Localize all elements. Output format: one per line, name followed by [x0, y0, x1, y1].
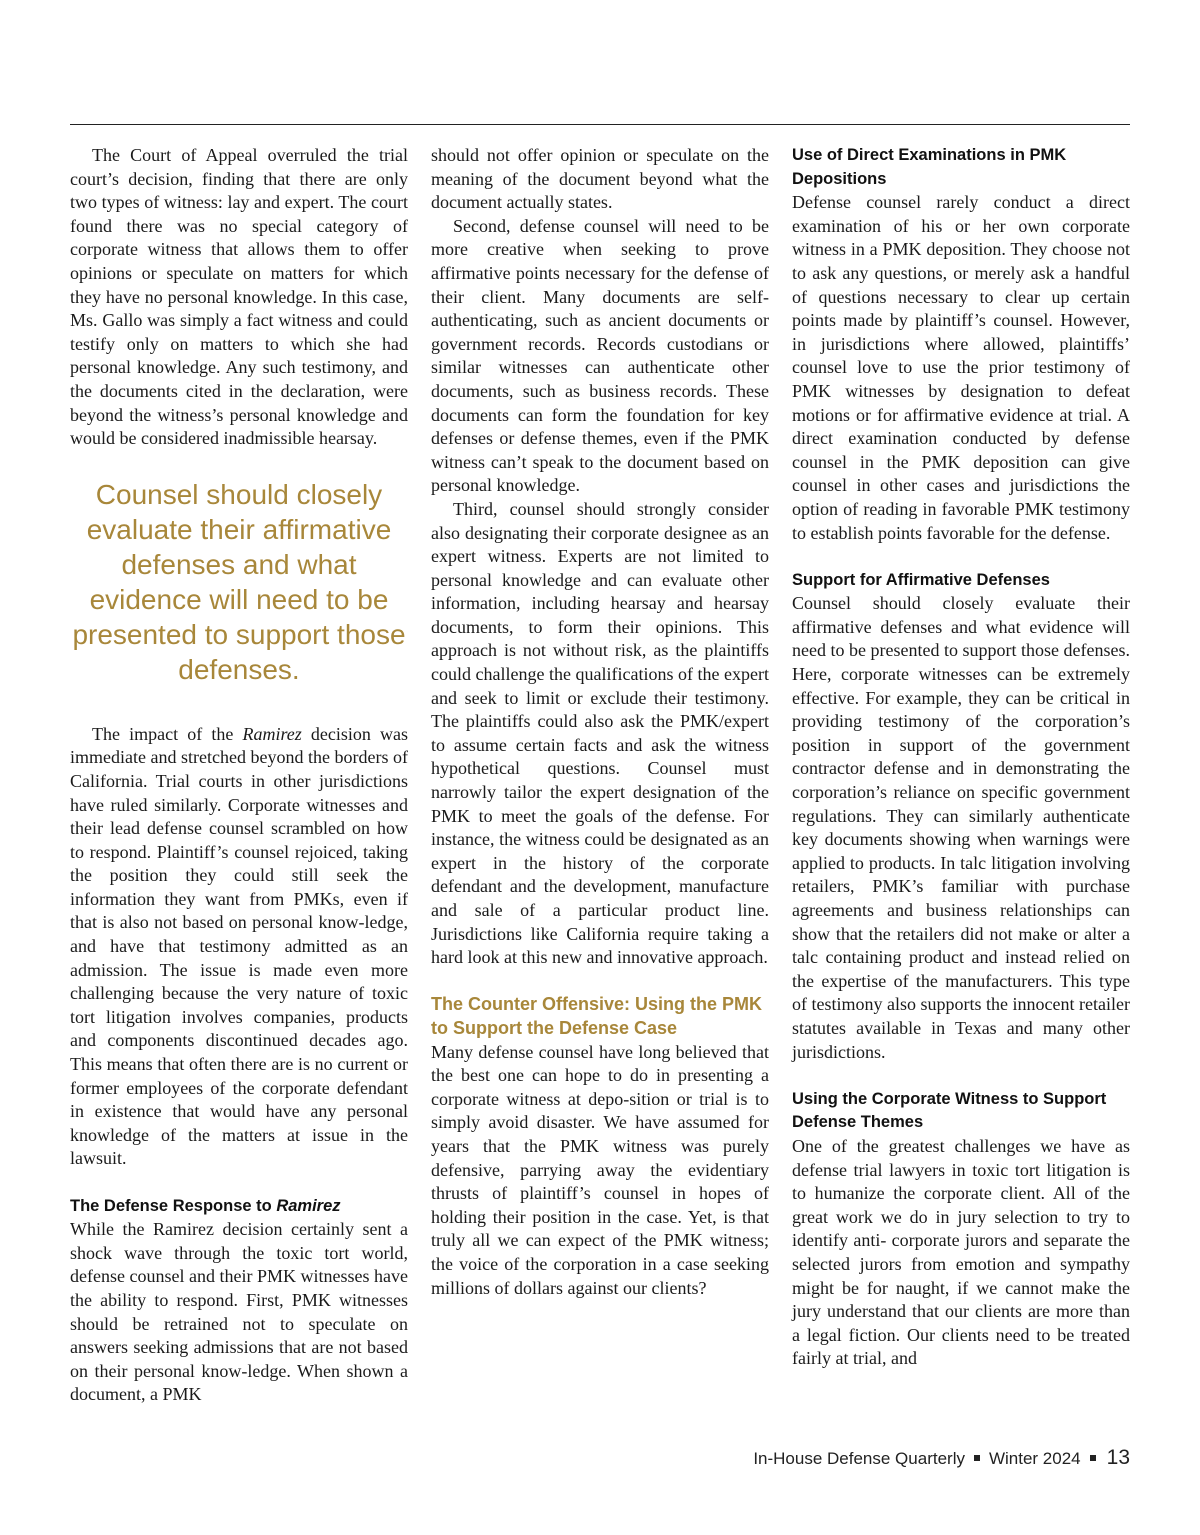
- header-rule: [70, 124, 1130, 125]
- paragraph: Third, counsel should strongly consider also designating their corporate designee as an expert witness. Experts are not limited to personal knowledge and can evaluate other information, including hearsay and hearsay documents, to form their opinions. This approach is not without risk, as the plaintiffs could challenge the qualifications of the expert and seek to limit or exclude their testimony. The plaintiffs could also ask the PMK/expert to assume certain facts and ask the witness hypothetical questions. Counsel must narrowly tailor the expert designation of the PMK to meet the goals of the defense. For instance, the witness could be designated as an expert in the history of the corporate defendant and the development, manufacture and sale of a particular product line. Jurisdictions like California require taking a hard look at this new and innovative approach.: [431, 498, 769, 968]
- paragraph: should not offer opinion or speculate on the meaning of the document beyond what the document actually states.: [431, 145, 769, 213]
- column-3: [792, 144, 1130, 1371]
- paragraph: Many defense counsel have long believed that the best one can hope to do in presenting a corporate witness at depo-sition or trial is to simply avoid disaster. We have assumed for years that the PMK witness was purely defensive, parrying away the evidentiary thrusts of plaintiff’s counsel in hopes of holding their position in the case. Yet, is that truly all we can expect of the PMK witness; the voice of the corporation in a case seeking millions of dollars against our clients?: [431, 1041, 769, 1298]
- publication-name: In-House Defense Quarterly: [753, 1449, 965, 1468]
- paragraph: One of the greatest challenges we have as defense trial lawyers in toxic tort litigation is to humanize the corporate client. All of the great work we do in jury selection to try to identify anti- corporate jurors and separate the selected jurors from emotion and sympathy might be for naught, if we cannot make the jury understand that our clients are more than a legal fiction. Our clients need to be treated fairly at trial, and: [792, 1135, 1130, 1369]
- column-2: [431, 144, 769, 1300]
- paragraph: Defense counsel rarely conduct a direct examination of his or her own corporate witness in a PMK deposition. They choose not to ask any questions, or merely ask a handful of questions necessary to clear up certain points made by plaintiff’s counsel. However, in jurisdictions where allowed, plaintiffs’ counsel love to use the prior testimony of PMK witnesses by designation to defeat motions or for affirmative evidence at trial. A direct examination conducted by defense counsel in the PMK deposition can give counsel in other cases and jurisdictions the option of reading in favorable PMK testimony to establish points favorable for the defense.: [792, 192, 1130, 543]
- bullet-separator: [1090, 1455, 1096, 1461]
- page-footer: [753, 1446, 1130, 1470]
- paragraph: While the Ramirez decision certainly sent a shock wave through the toxic tort world, defense counsel and their PMK witnesses have the ability to respond. First, PMK witnesses should be retrained not to speculate on answers seeking admissions that are not based on their personal know-ledge. When shown a document, a PMK: [70, 1219, 408, 1405]
- heading-case-name: Ramirez: [276, 1196, 341, 1215]
- section-heading: The Counter Offensive: Using the PMK to Support the Defense Case: [431, 994, 763, 1038]
- bullet-separator: [974, 1455, 980, 1461]
- paragraph: Second, defense counsel will need to be more creative when seeking to prove affirmative points necessary for the defense of their client. Many documents are self-authenticating, such as ancient documents or government records. Records custodians or similar witnesses can authenticate other documents, such as business records. These documents can form the foundation for key defenses or defense themes, even if the PMK witness can’t speak to the document based on personal knowledge.: [431, 215, 769, 496]
- section-heading: Using the Corporate Witness to Support Defense Themes: [792, 1089, 1107, 1132]
- text-run: The impact of the: [92, 723, 243, 744]
- text-run: decision was immediate and stretched beyond the borders of California. Trial courts in other jurisdictions have ruled similarly. Corporate witnesses and their lead defense counsel scrambled on how to respond. Plaintiff’s counsel rejoiced, taking the position they could still seek the information they want from PMKs, even if that is also not based on personal know-ledge, and have that testimony admitted as an admission. The issue is made even more challenging because the very nature of toxic tort litigation involves companies, products and components discontinued decades ago. This means that often there are is no current or former employees of the corporate defendant in existence that would have any personal knowledge of the matters at issue in the lawsuit.: [70, 723, 409, 1169]
- paragraph: [70, 723, 408, 1171]
- section-heading: [70, 1195, 408, 1219]
- case-name: Ramirez: [242, 723, 302, 744]
- page-number: 13: [1106, 1446, 1130, 1469]
- column-1: [70, 144, 408, 1407]
- heading-text: The Defense Response to: [70, 1196, 277, 1215]
- paragraph: The Court of Appeal overruled the trial court’s decision, finding that there are only two types of witness: lay and expert. The court found there was no special category of corporate witness that allows them to offer opinions or speculate on matters for which they have no personal knowledge. In this case, Ms. Gallo was simply a fact witness and could testify only on matters to which she had personal knowledge. Any such testimony, and the documents cited in the declaration, were beyond the witness’s personal knowledge and would be considered inadmissible hearsay.: [70, 145, 408, 449]
- section-heading: Support for Affirmative Defenses: [792, 570, 1050, 589]
- paragraph: Counsel should closely evaluate their affirmative defenses and what evidence will need to be presented to support those defenses. Here, corporate witnesses can be extremely effective. For example, they can be critical in providing testimony of the corporation’s position in support of the government contractor defense and in demonstrating the corporation’s reliance on specific government regulations. They can similarly authenticate key documents showing when warnings were applied to products. In talc litigation involving retailers, PMK’s familiar with purchase agreements and business relationships can show that the retailers did not make or alter a talc containing product and instead relied on the expertise of the manufacturers. This type of testimony also supports the innocent retailer statutes available in Texas and many other jurisdictions.: [792, 593, 1130, 1062]
- issue-date: Winter 2024: [988, 1449, 1081, 1468]
- pull-quote: Counsel should closely evaluate their affirmative defenses and what evidence will need to be presented to support those defenses.: [72, 478, 406, 685]
- section-heading: Use of Direct Examinations in PMK Depositions: [792, 146, 1067, 188]
